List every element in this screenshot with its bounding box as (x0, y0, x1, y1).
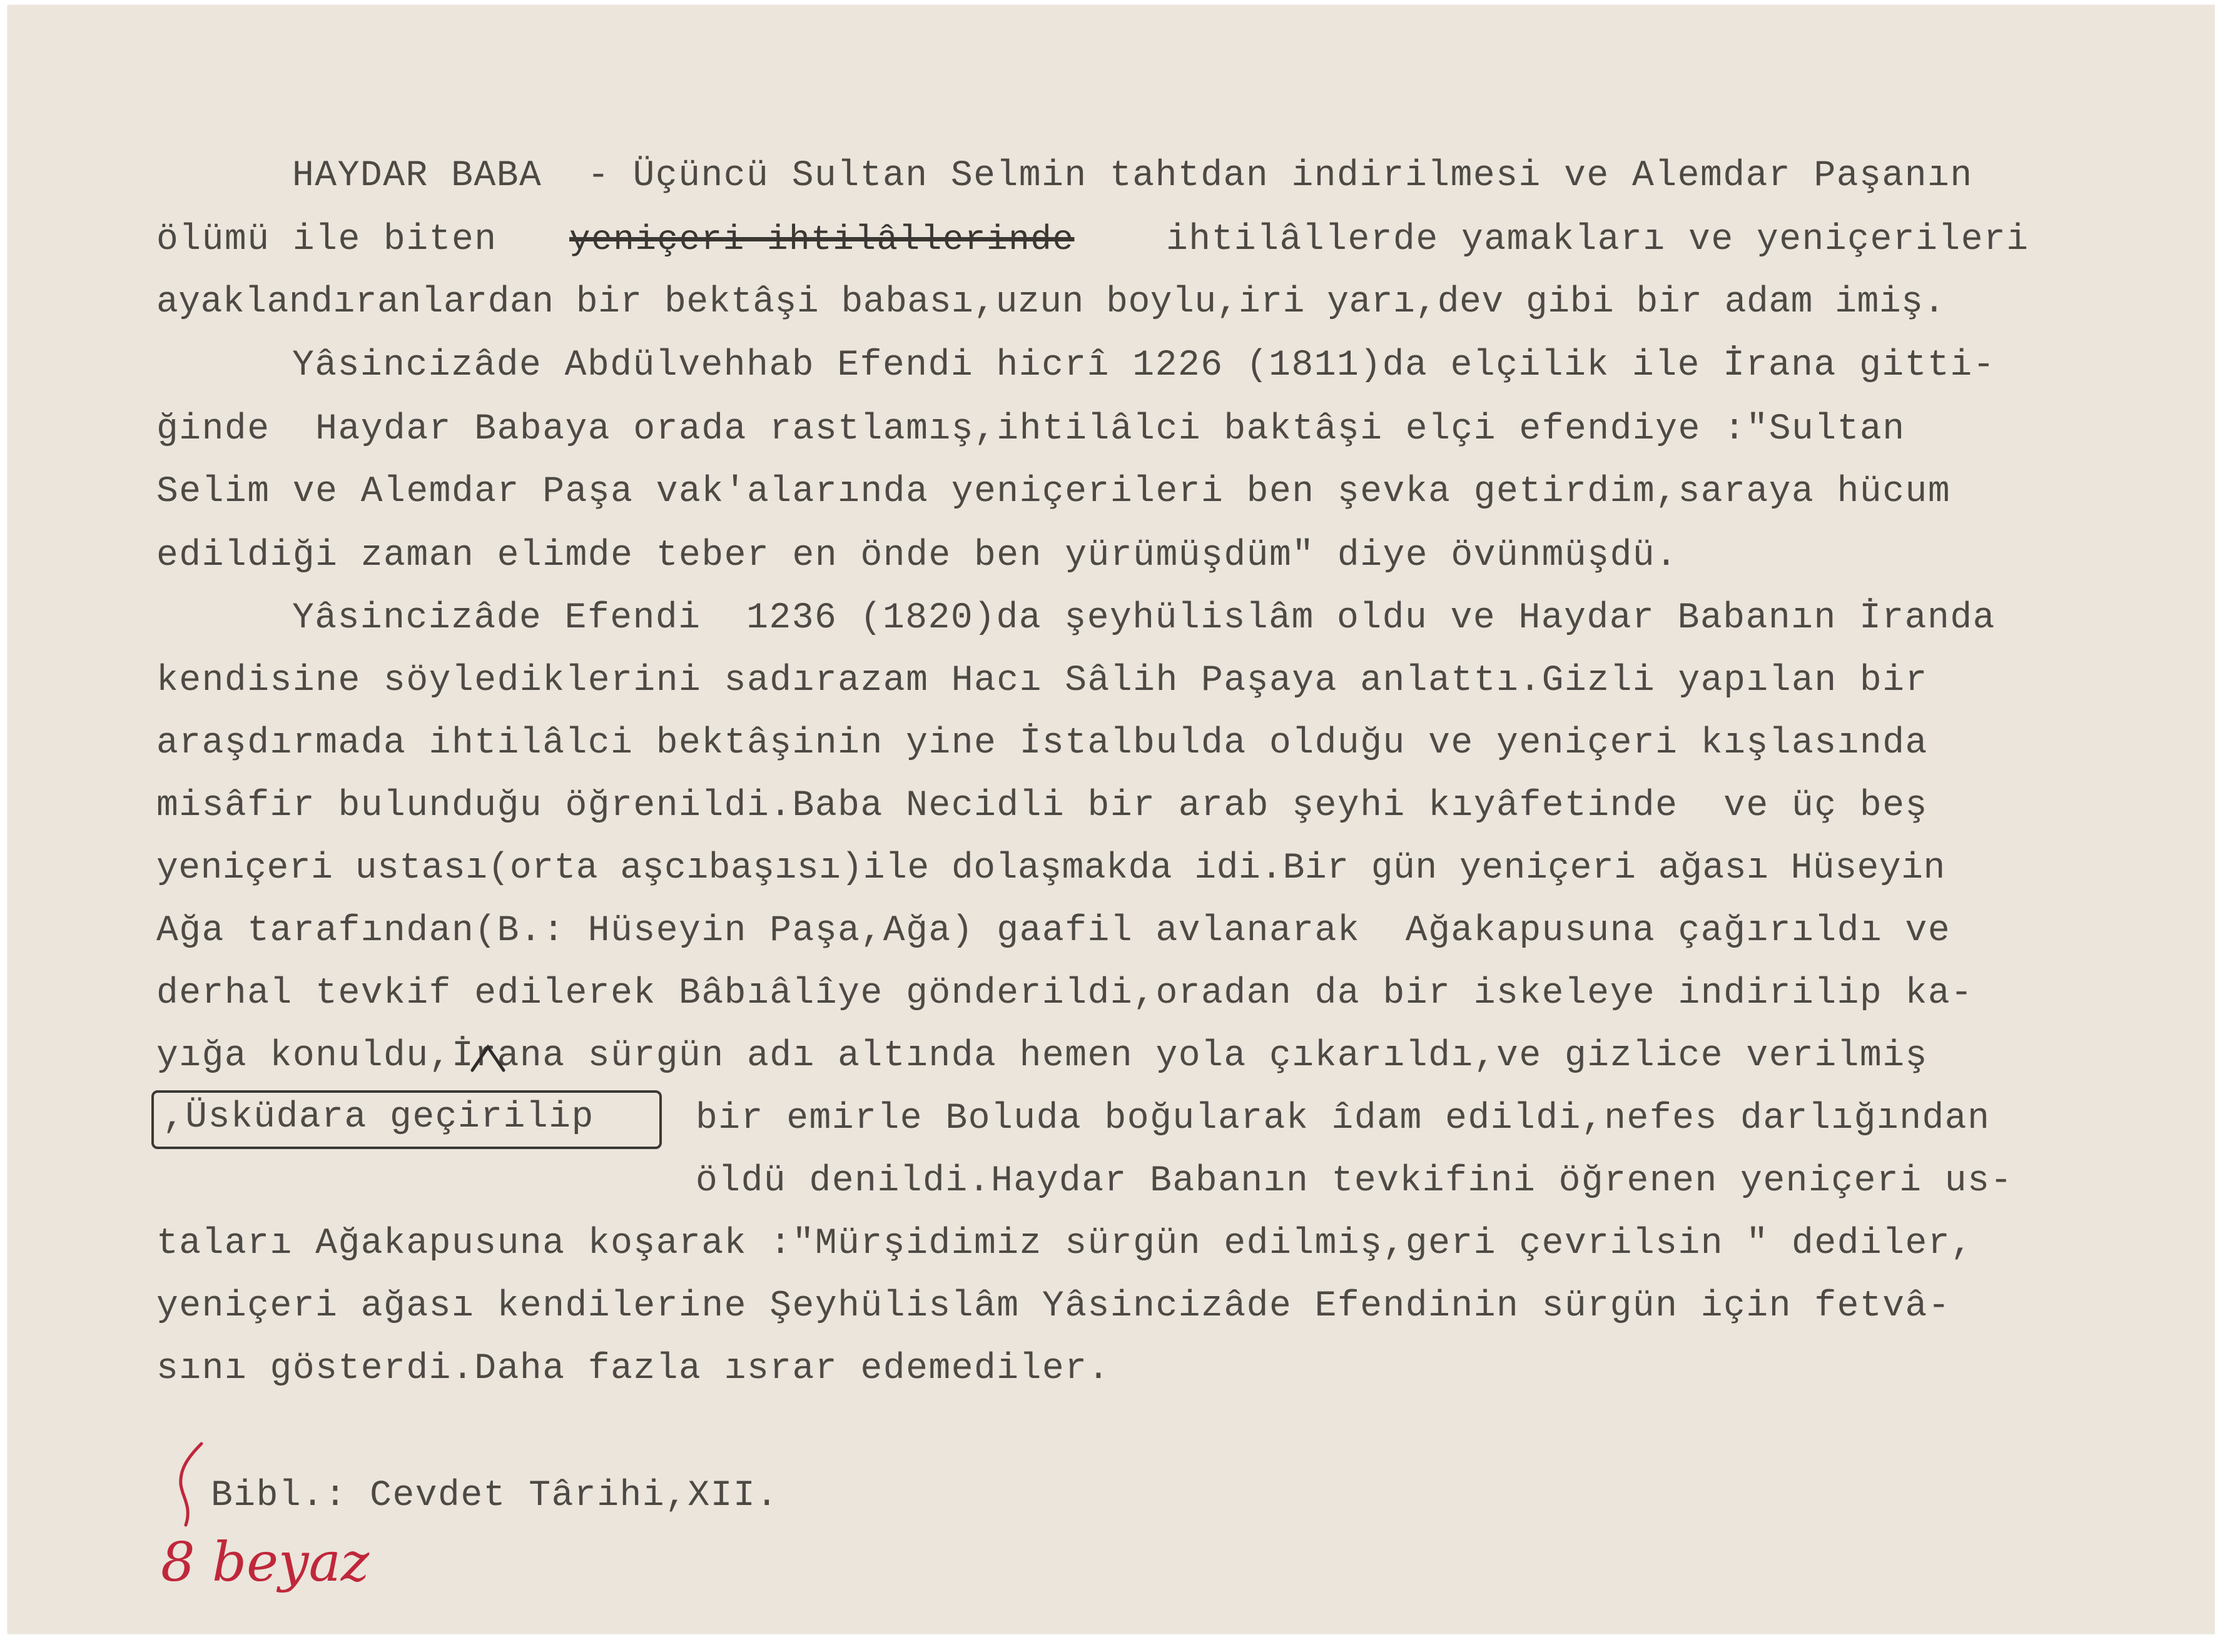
text-line-20: sını gösterdi.Daha fazla ısrar edemediler. (156, 1349, 1110, 1389)
document-page (8, 5, 2214, 1634)
text-line-12: yeniçeri ustası(orta aşcıbaşısı)ile dolaşmakda idi.Bir gün yeniçeri ağası Hüseyin (156, 848, 1945, 889)
text-line-3: ayaklandıranlardan bir bektâşi babası,uzun boylu,iri yarı,dev gibi bir adam imiş. (156, 282, 1945, 323)
text-line-15: yığa konuldu,İrana sürgün adı altında hemen yola çıkarıldı,ve gizlice verilmiş (156, 1036, 1928, 1077)
text-line-2b: ihtilâllerde yamakları ve yeniçerileri (1166, 220, 2029, 260)
red-bracket-icon (167, 1437, 217, 1531)
text-line-1: HAYDAR BABA - Üçüncü Sultan Selmin tahtdan indirilmesi ve Alemdar Paşanın (292, 156, 1973, 196)
text-line-14: derhal tevkif edilerek Bâbıâlîye gönderildi,oradan da bir iskeleye indirilip ka- (156, 973, 1974, 1014)
text-line-10: araşdırmada ihtilâlci bektâşinin yine İstalbulda olduğu ve yeniçeri kışlasında (156, 723, 1928, 764)
text-line-4: Yâsincizâde Abdülvehhab Efendi hicrî 1226 (1811)da elçilik ile İrana gitti- (292, 345, 1996, 386)
text-line-13: Ağa tarafından(B.: Hüseyin Paşa,Ağa) gaafil avlanarak Ağakapusuna çağırıldı ve (156, 911, 1951, 951)
text-line-9: kendisine söylediklerini sadırazam Hacı Sâlih Paşaya anlattı.Gizli yapılan bir (156, 661, 1928, 701)
bibliography: Bibl.: Cevdet Târihi,XII. (211, 1476, 779, 1516)
insertion-caret-icon (469, 1042, 507, 1073)
text-line-5: ğinde Haydar Babaya orada rastlamış,ihtilâlci baktâşi elçi efendiye :"Sultan (156, 409, 1905, 450)
boxed-insertion: ,Üsküdara geçirilip (163, 1097, 594, 1138)
text-line-8: Yâsincizâde Efendi 1236 (1820)da şeyhülislâm oldu ve Haydar Babanın İranda (292, 598, 1996, 639)
text-line-6: Selim ve Alemdar Paşa vak'alarında yeniçerileri ben şevka getirdim,saraya hücum (156, 472, 1951, 512)
text-line-2a: ölümü ile biten (156, 220, 497, 260)
struck-text: yeniçeri ihtilâllerinde (569, 220, 1075, 260)
text-line-16: bir emirle Boluda boğularak îdam edildi,nefes darlığından (696, 1098, 1991, 1139)
handwritten-note: 8 beyaz (161, 1531, 370, 1594)
text-line-18: taları Ağakapusuna koşarak :"Mürşidimiz sürgün edilmiş,geri çevrilsin " dediler, (156, 1224, 1974, 1264)
text-line-17: öldü denildi.Haydar Babanın tevkifini öğrenen yeniçeri us- (696, 1161, 2013, 1202)
text-line-11: misâfir bulunduğu öğrenildi.Baba Necidli bir arab şeyhi kıyâfetinde ve üç beş (156, 786, 1928, 826)
text-line-7: edildiği zaman elimde teber en önde ben yürümüşdüm" diye övünmüşdü. (156, 535, 1678, 576)
text-line-19: yeniçeri ağası kendilerine Şeyhülislâm Yâsincizâde Efendinin sürgün için fetvâ- (156, 1286, 1951, 1327)
